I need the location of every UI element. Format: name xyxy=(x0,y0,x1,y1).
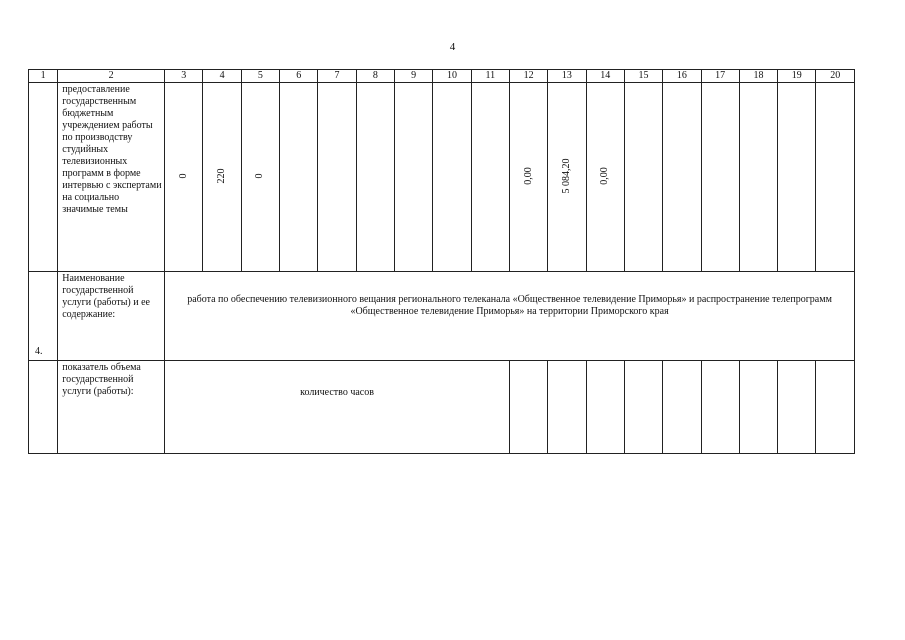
empty-cell xyxy=(395,83,433,272)
empty-cell xyxy=(586,361,624,454)
header-cell: 9 xyxy=(395,70,433,83)
header-cell: 14 xyxy=(586,70,624,83)
empty-cell xyxy=(701,361,739,454)
row-number-cell xyxy=(29,83,58,272)
empty-cell xyxy=(663,83,701,272)
page-number: 4 xyxy=(449,41,456,53)
empty-cell xyxy=(318,83,356,272)
empty-cell xyxy=(778,83,816,272)
header-cell: 16 xyxy=(663,70,701,83)
value-cell-12 xyxy=(509,83,547,272)
header-cell: 19 xyxy=(778,70,816,83)
empty-cell xyxy=(816,83,855,272)
value-cell-14 xyxy=(586,83,624,272)
empty-cell xyxy=(778,361,816,454)
table-row xyxy=(29,272,855,361)
header-cell: 8 xyxy=(356,70,394,83)
empty-cell xyxy=(356,83,394,272)
header-cell: 10 xyxy=(433,70,471,83)
header-cell: 6 xyxy=(280,70,318,83)
empty-cell xyxy=(739,83,777,272)
value-cell-3 xyxy=(165,83,203,272)
volume-unit: количество часов xyxy=(165,361,510,454)
row-number-cell xyxy=(29,361,58,454)
header-cell: 12 xyxy=(509,70,547,83)
value-col12: 0,00 xyxy=(522,167,534,185)
empty-cell xyxy=(663,361,701,454)
empty-cell xyxy=(624,361,662,454)
header-cell: 18 xyxy=(739,70,777,83)
table-row xyxy=(29,361,855,454)
empty-cell xyxy=(624,83,662,272)
value-col3: 0 xyxy=(177,173,189,179)
header-cell: 17 xyxy=(701,70,739,83)
header-cell: 11 xyxy=(471,70,509,83)
value-cell-5 xyxy=(241,83,279,272)
value-cell-13 xyxy=(548,83,586,272)
empty-cell xyxy=(739,361,777,454)
header-cell: 15 xyxy=(624,70,662,83)
service-content: работа по обеспечению телевизионного вещания регионального телеканала «Общественное телевидение Приморья» и распространение телепрограмм «Общественное телевидение Приморья» на территории Приморского края xyxy=(165,272,855,361)
work-description: предоставление государственным бюджетным учреждением работы по производству студийных телевизионных программ в форме интервью с экспертами на социально значимые темы xyxy=(58,83,165,272)
table-row xyxy=(29,83,855,272)
header-cell: 20 xyxy=(816,70,855,83)
value-col13: 5 084,20 xyxy=(560,158,572,194)
empty-cell xyxy=(509,361,547,454)
value-col4: 220 xyxy=(216,168,228,184)
empty-cell xyxy=(471,83,509,272)
empty-cell xyxy=(701,83,739,272)
value-cell-4 xyxy=(203,83,241,272)
service-name-label: Наименование государственной услуги (работы) и ее содержание: xyxy=(58,272,165,361)
header-cell: 1 xyxy=(29,70,58,83)
row-number: 4. xyxy=(29,272,58,361)
header-cell: 3 xyxy=(165,70,203,83)
value-col14: 0,00 xyxy=(599,167,611,185)
empty-cell xyxy=(433,83,471,272)
services-table xyxy=(28,69,855,454)
volume-indicator-label: показатель объема государственной услуги (работы): xyxy=(58,361,165,454)
empty-cell xyxy=(548,361,586,454)
value-col5: 0 xyxy=(254,173,266,179)
empty-cell xyxy=(816,361,855,454)
header-cell: 5 xyxy=(241,70,279,83)
header-row xyxy=(29,70,855,83)
header-cell: 2 xyxy=(58,70,165,83)
header-cell: 4 xyxy=(203,70,241,83)
empty-cell xyxy=(280,83,318,272)
header-cell: 7 xyxy=(318,70,356,83)
header-cell: 13 xyxy=(548,70,586,83)
